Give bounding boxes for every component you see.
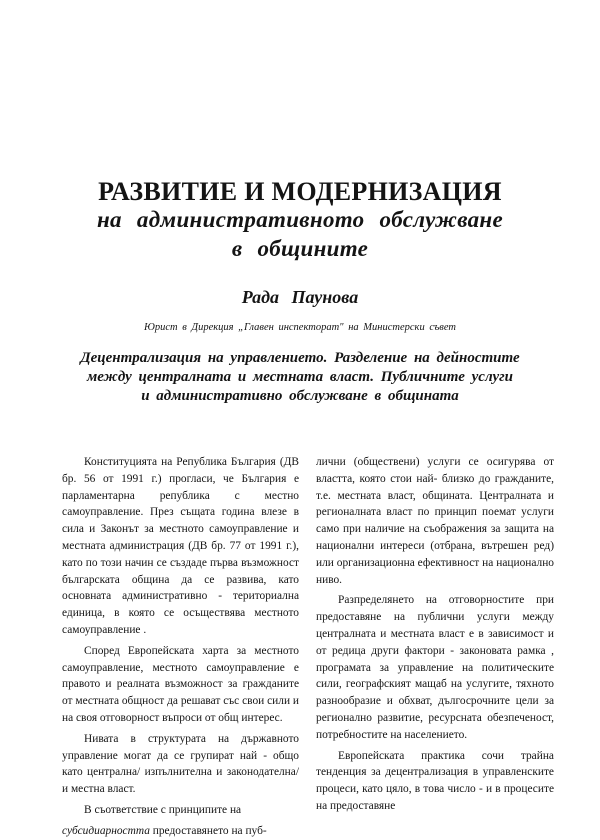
title-line-2: на административното обслужване	[96, 207, 503, 232]
paragraph-text: предоставянето на пуб-	[149, 824, 267, 837]
paragraph: Нивата в структурата на държавното управление могат да се групират най - общо като централна/ изпълнителна и законодателна/ и местна власт.	[62, 732, 299, 796]
italic-term: субсидиарността	[62, 824, 150, 837]
paragraph: Европейската практика сочи трайна тенденция за децентрализация в управленските процеси, като цяло, в това число - и в процесите на предоставяне	[316, 749, 554, 812]
paragraph-continuation: лични (обществени) услуги се осигурява от властта, която стои най- близко до гражданите, т.е. местната власт, общината. Централната и регионалната власт по принцип поемат услуги само при наличие на съображения за защита на национални интереси (отбрана, вътрешен ред) или организационна ефективност на национално ниво.	[316, 456, 554, 586]
title-line-1: РАЗВИТИЕ И МОДЕРНИЗАЦИЯ	[98, 177, 502, 206]
right-column	[316, 454, 554, 815]
paragraph: В съответствие с принципите на	[84, 803, 242, 816]
author-affiliation: Юрист в Дирекция „Главен инспекторат" на Министерски съвет	[144, 322, 456, 333]
left-column	[62, 454, 299, 840]
paragraph-continuation	[62, 823, 299, 840]
paragraph: Разпределянето на отговорностите при предоставяне на публични услуги между централната и местната власт е в зависимост и от редица други фактори - законовата рамка , програмата за управление на политическите сили, географският мащаб на услугите, тяхното разнообразие и обхват, дългосрочните цели за регионално развитие, ресурсната обезпеченост, потребностите на населението.	[316, 594, 554, 741]
abstract-line-1: Децентрализация на управлението. Разделение на дейностите	[80, 350, 520, 366]
abstract-line-3: и административно обслужване в общината	[141, 388, 459, 404]
paragraph: Конституцията на Република България (ДВ бр. 56 от 1991 г.) прогласи, че България е парламентарна република с местно самоуправление. През същата година влезе в сила и Законът за местното самоуправление и местната администрация (ДВ бр. 77 от 1991 г.), като по този начин се създаде първа възможност българската община да се развива, като основната административно - териториална единица, в която се осъществява местното самоуправление .	[62, 456, 299, 636]
author-name: Рада Паунова	[241, 287, 359, 307]
title-line-3: в общините	[231, 236, 369, 261]
abstract-line-2: между централната и местната власт. Публичните услуги	[87, 369, 513, 385]
paragraph: Според Европейската харта за местното самоуправление, местното самоуправление е правото и реалната възможност за гражданите от местната общност да решават със свои сили и на своя отговорност въпроси от общ интерес.	[62, 644, 299, 724]
